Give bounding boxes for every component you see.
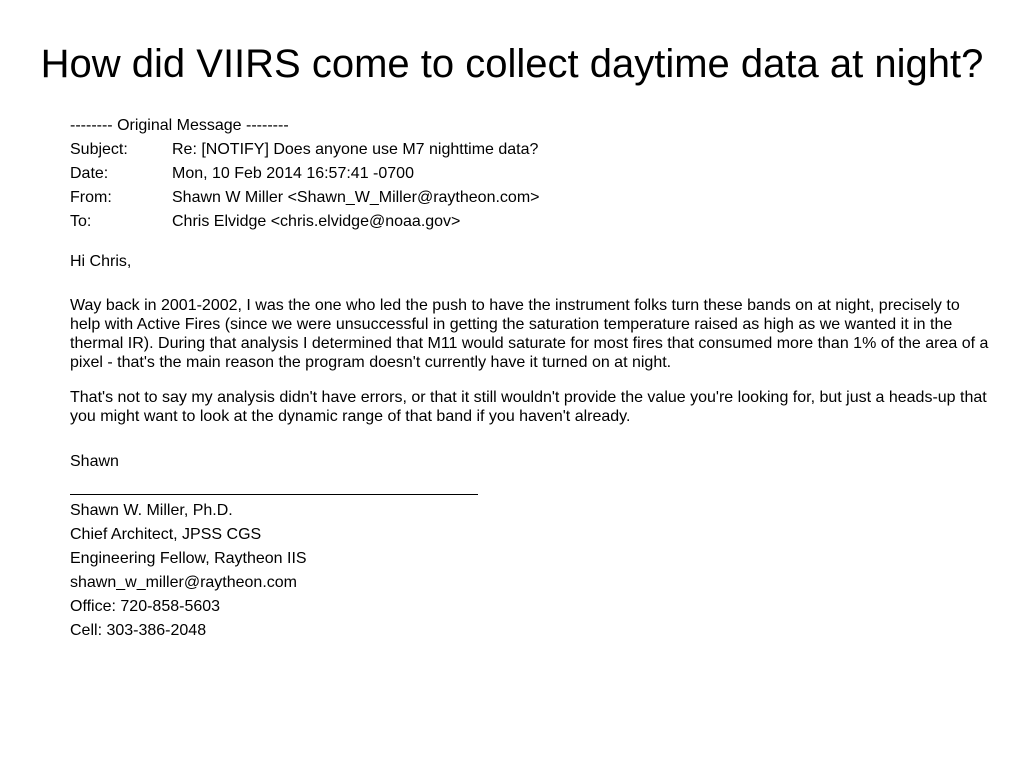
header-from-row xyxy=(70,186,990,210)
header-label-from: From: xyxy=(70,189,112,206)
signature-email: shawn_w_miller@raytheon.com xyxy=(70,574,297,591)
original-message-separator: -------- Original Message -------- xyxy=(70,117,289,134)
signature-cell-phone: Cell: 303-386-2048 xyxy=(70,622,207,639)
header-value-date: Mon, 10 Feb 2014 16:57:41 -0700 xyxy=(172,165,414,182)
header-label-to: To: xyxy=(70,213,92,230)
header-value-from: Shawn W Miller <Shawn_W_Miller@raytheon.com> xyxy=(172,189,540,206)
header-value-subject: Re: [NOTIFY] Does anyone use M7 nighttime data? xyxy=(172,141,539,158)
header-label-date: Date: xyxy=(70,165,109,182)
header-date-row xyxy=(70,162,990,186)
signature-name: Shawn W. Miller, Ph.D. xyxy=(70,502,233,519)
email-body xyxy=(70,114,990,643)
signature-fellowship: Engineering Fellow, Raytheon IIS xyxy=(70,550,307,567)
signature-office-phone: Office: 720-858-5603 xyxy=(70,598,221,615)
header-label-subject: Subject: xyxy=(70,141,128,158)
header-to-row xyxy=(70,210,990,234)
signature-block xyxy=(70,499,990,643)
paragraph-1: Way back in 2001-2002, I was the one who led the push to have the instrument folks turn these bands on at night, precisely to help with Active Fires (since we were unsuccessful in getting the saturation temperature raised as high as we wanted it in the thermal IR). During that analysis I determined that M11 would saturate for most fires that consumed more than 1% of the area of a pixel - that's the main reason the program doesn't currently have it turned on at night. xyxy=(70,297,989,371)
greeting: Hi Chris, xyxy=(70,253,132,270)
slide-title: How did VIIRS come to collect daytime data at night? xyxy=(40,42,984,86)
signature-divider xyxy=(70,474,478,495)
header-subject-row xyxy=(70,138,990,162)
signature-title: Chief Architect, JPSS CGS xyxy=(70,526,262,543)
paragraph-2: That's not to say my analysis didn't have errors, or that it still wouldn't provide the value you're looking for, but just a heads-up that you might want to look at the dynamic range of that band if you haven't already. xyxy=(70,389,987,425)
header-value-to: Chris Elvidge <chris.elvidge@noaa.gov> xyxy=(172,213,461,230)
signoff: Shawn xyxy=(70,453,119,470)
